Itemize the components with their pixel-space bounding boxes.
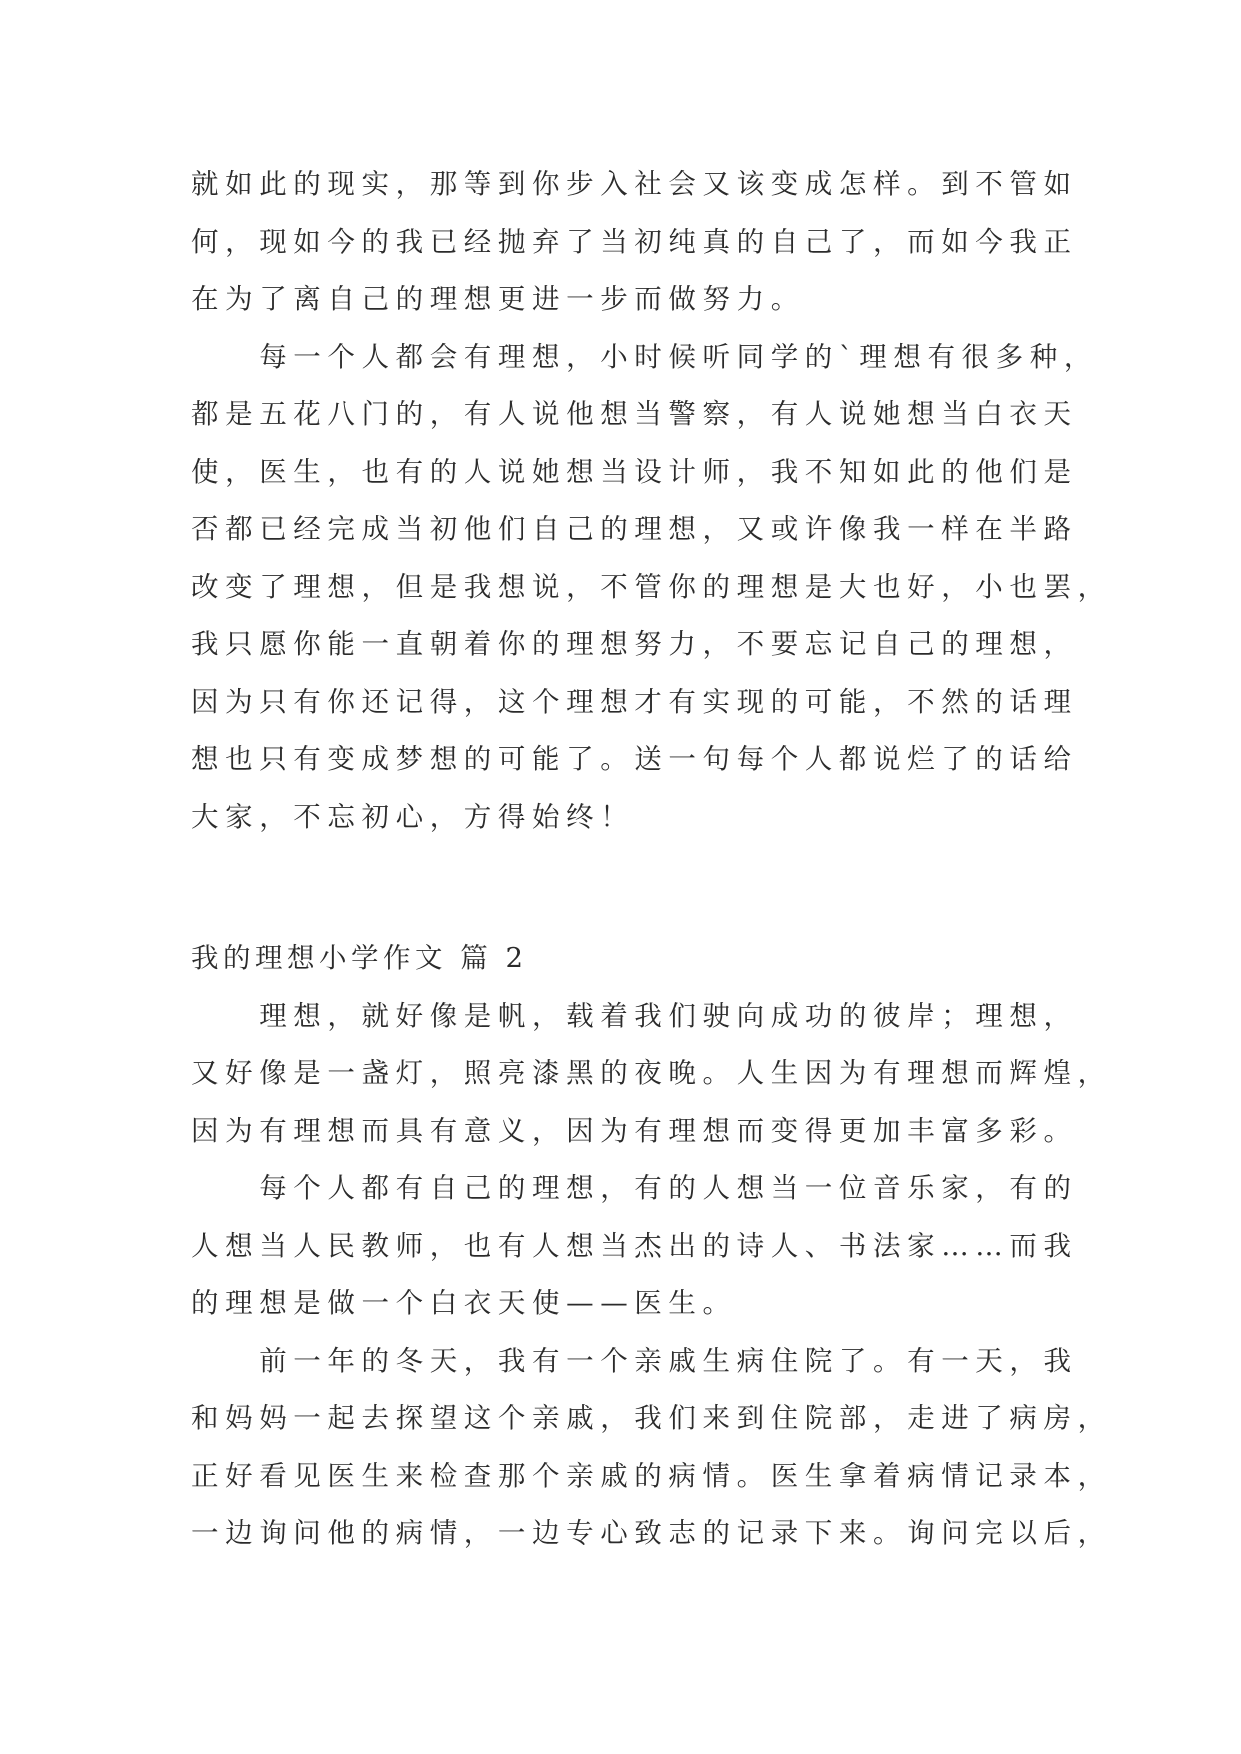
text-line: 就如此的现实，那等到你步入社会又该变成怎样。到不管如 [191,168,1078,200]
text-line: 我只愿你能一直朝着你的理想努力，不要忘记自己的理想， [191,628,1078,660]
text-line: 的理想是做一个白衣天使——医生。 [191,1287,737,1319]
text-line: 否都已经完成当初他们自己的理想，又或许像我一样在半路 [191,513,1078,545]
essay-2-heading: 我的理想小学作文 篇 2 [191,942,528,974]
text-line: 在为了离自己的理想更进一步而做努力。 [191,283,805,315]
text-line: 理想，就好像是帆，载着我们驶向成功的彼岸；理想， [191,999,1078,1032]
text-line: 和妈妈一起去探望这个亲戚，我们来到住院部，走进了病房， [191,1402,1112,1434]
text-line: 何，现如今的我已经抛弃了当初纯真的自己了，而如今我正 [191,225,1078,258]
text-line: 人想当人民教师，也有人想当杰出的诗人、书法家……而我 [191,1229,1078,1262]
essay-2 [191,930,1112,1563]
essay-1-continuation [191,156,1112,846]
text-line: 前一年的冬天，我有一个亲戚生病住院了。有一天，我 [191,1344,1078,1377]
text-line: 因为只有你还记得，这个理想才有实现的可能，不然的话理 [191,685,1078,718]
text-line: 改变了理想，但是我想说，不管你的理想是大也好，小也罢， [191,570,1112,603]
text-line: 正好看见医生来检查那个亲戚的病情。医生拿着病情记录本， [191,1459,1112,1492]
text-line: 又好像是一盏灯，照亮漆黑的夜晚。人生因为有理想而辉煌， [191,1057,1112,1089]
text-line: 每一个人都会有理想，小时候听同学的`理想有很多种， [191,340,1098,373]
text-line: 想也只有变成梦想的可能了。送一句每个人都说烂了的话给 [191,743,1078,775]
text-line: 大家，不忘初心，方得始终！ [191,800,635,833]
text-line: 因为有理想而具有意义，因为有理想而变得更加丰富多彩。 [191,1114,1078,1147]
text-line: 一边询问他的病情，一边专心致志的记录下来。询问完以后， [191,1517,1112,1549]
text-line: 都是五花八门的，有人说他想当警察，有人说她想当白衣天 [191,398,1078,430]
text-line: 每个人都有自己的理想，有的人想当一位音乐家，有的 [191,1172,1078,1204]
text-line: 使，医生，也有的人说她想当设计师，我不知如此的他们是 [191,455,1078,488]
